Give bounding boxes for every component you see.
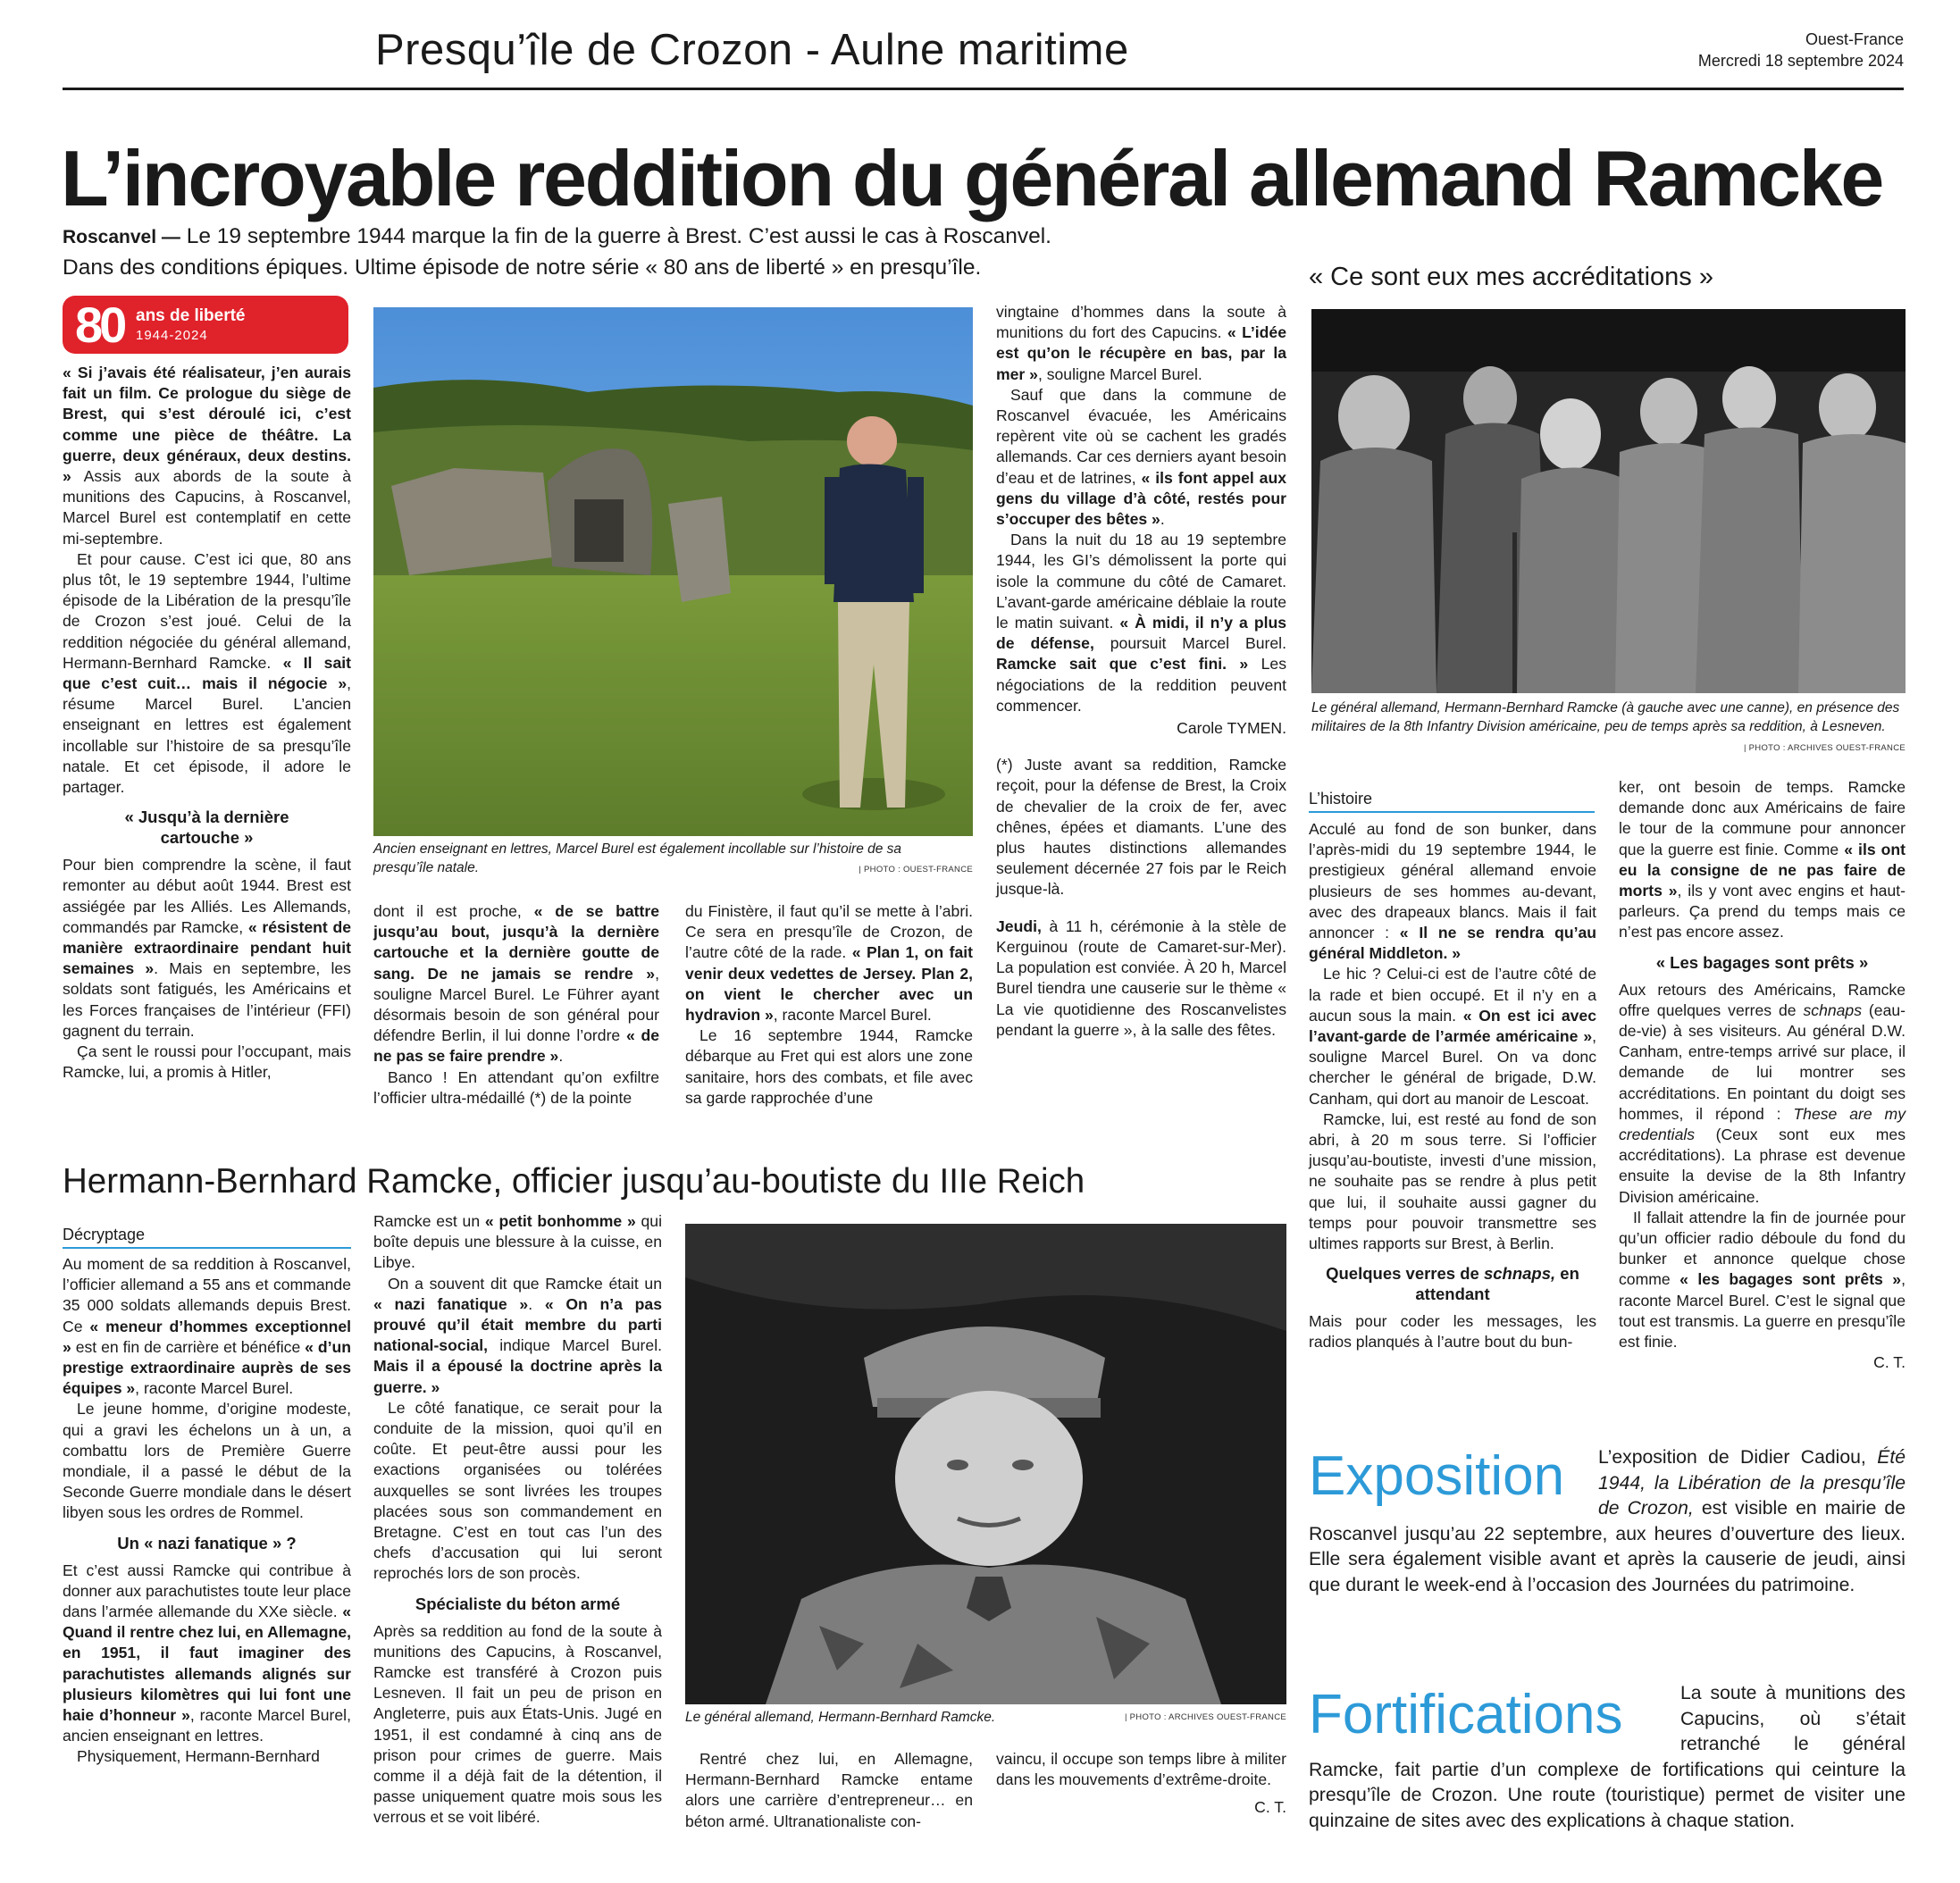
bottom-column-4: [996, 1749, 1286, 1819]
paragraph: Pour bien comprendre la scène, il faut remonter au début août 1944. Brest est assiégée par les Alliés. Les Allemands, commandés par Ramcke, « résistent de manière extraordinaire pendant huit semaines ». Mais en septembre, les soldats sont fatigués, les Américains et les Forces françaises de l’intérieur (FFI) gagnent du terrain.: [63, 856, 351, 1040]
photo-marcel-burel: [373, 307, 973, 836]
fortifications-text: La soute à munitions des Capucins, où s’était retranché le général Ramcke, fait partie d’un complexe de fortifications qui ceinture la presqu’île de Crozon. Une route (touristique) permet de visiter une quinzaine de sites avec des explications à chaque station.: [1309, 1683, 1906, 1831]
paragraph: Physiquement, Hermann-Bernhard: [77, 1747, 320, 1766]
paragraph: dont il est proche, « de se battre jusqu’au bout, jusqu’à la dernière cartouche et la dernière goutte de sang. De ne jamais se rendre », souligne Marcel Burel. Le Führer ayant désormais besoin de son général pour défendre Berlin, il lui donne l’ordre « de ne pas se faire prendre ».: [373, 902, 660, 1066]
paragraph: On a souvent dit que Ramcke était un « nazi fanatique ». « On n’a pas prouvé qu’il était membre du parti national-social, indique Marcel Burel. Mais il a épousé la doctrine après la guerre. »: [373, 1274, 662, 1396]
portrait-caption: Le général allemand, Hermann-Bernhard Ramcke.: [685, 1710, 996, 1725]
headline: L’incroyable reddition du général allemand Ramcke: [61, 134, 1883, 222]
subheading: Spécialiste du béton armé: [415, 1594, 621, 1613]
paragraph: Sauf que dans la commune de Roscanvel évacuée, les Américains repèrent vite où se cachent les gradés allemands. Car ces derniers ayant besoin d’eau et de latrines, « ils font appel aux gens du village d’à côté, restés pour s’occuper des bêtes ».: [996, 385, 1286, 529]
right-photo-caption: Le général allemand, Hermann-Bernhard Ramcke (à gauche avec une canne), en présence des militaires de la 8th Infantry Division américaine, peu de temps après sa reddition, à Lesneven.: [1311, 700, 1900, 734]
lead-line-1: Le 19 septembre 1944 marque la fin de la guerre à Brest. C’est aussi le cas à Roscanvel.: [180, 224, 1051, 248]
photo-surrender-group: [1311, 309, 1906, 693]
paragraph: Ramcke, lui, est resté au fond de son abri, à 20 m sous terre. Si l’officier jusqu’au-boutiste, investi d’une mission, ne souhaite pas se rendre à plus petit que lui, il souhaite aussi gagner du temps pour pouvoir transmettre ses ultimes rapports sur Brest, à Berlin.: [1309, 1109, 1596, 1253]
exposition-title: Exposition: [1309, 1445, 1565, 1507]
paragraph: ker, ont besoin de temps. Ramcke demande donc aux Américains de faire le tour de la commune pour annoncer que la guerre est finie. Comme « ils ont eu la consigne de ne pas faire de morts », ils y vont avec engins et haut-parleurs. Ça prend du temps mais ce n’est pas encore assez.: [1619, 778, 1906, 942]
paragraph: Le côté fanatique, ce serait pour la conduite de la mission, quoi qu’il en coûte. Et peut-être aussi pour les exactions organisées ou tolérées auxquelles se sont livrées les troupes placées sous son commandement en Bretagne. C’est en tout cas l’un des chefs d’accusation qui lui seront reprochés lors de son procès.: [373, 1398, 662, 1583]
paragraph: Il fallait attendre la fin de journée pour qu’un officier radio déboule du fond du bunker et annonce quelque chose comme « les bagages sont prêts », raconte Marcel Burel. C’est le signal que tout est transmis. La guerre en presqu’île est finie.: [1619, 1208, 1906, 1352]
right-photo-credit: | PHOTO : ARCHIVES OUEST-FRANCE: [1743, 743, 1906, 753]
paragraph: Ça sent le roussi pour l’occupant, mais Ramcke, lui, a promis à Hitler,: [63, 1042, 351, 1082]
label-lhistoire: L’histoire: [1309, 788, 1595, 813]
footnote: (*) Juste avant sa reddition, Ramcke reçoit, pour la défense de Brest, la Croix de chevalier de la croix de fer, avec chênes, épées et diamants. L’une des plus hautes distinctions allemandes seulement décernée 27 fois par le Reich jusque-là.: [996, 756, 1286, 899]
series-badge: [63, 296, 348, 354]
bottom-article-heading: Hermann-Bernhard Ramcke, officier jusqu’au-boutiste du IIIe Reich: [63, 1162, 1085, 1201]
photo1-caption: Ancien enseignant en lettres, Marcel Burel est également incollable sur l’histoire de sa presqu’île natale.: [373, 841, 902, 875]
subheading: Quelques verres de schnaps, en attendant: [1326, 1264, 1579, 1304]
event-paragraph: Jeudi, à 11 h, cérémonie à la stèle de Kerguinou (route de Camaret-sur-Mer). La population est conviée. À 20 h, Marcel Burel tiendra une causerie sur le thème « La vie quotidienne des Roscanvelistes pendant la guerre », à la salle des fêtes.: [996, 916, 1286, 1039]
author-signature: Carole TYMEN.: [1177, 719, 1286, 738]
paragraph: Acculé au fond de son bunker, dans l’après-midi du 19 septembre 1944, le prestigieux général allemand envoie plusieurs de ses hommes au-devant, avec des drapeaux blancs. Mais il fait annoncer : « Il ne se rendra qu’au général Middleton. »: [1309, 820, 1596, 963]
paragraph: vaincu, il occupe son temps libre à militer dans les mouvements d’extrême-droite.: [996, 1750, 1286, 1789]
paragraph: Au moment de sa reddition à Roscanvel, l’officier allemand a 55 ans et commande 35 000 soldats allemands depuis Brest. Ce « meneur d’hommes exceptionnel » est en fin de carrière et bénéfice « d’un prestige extraordinaire auprès de ses équipes », raconte Marcel Burel.: [63, 1255, 351, 1398]
photo-ramcke-portrait-image: [685, 1224, 1286, 1704]
paragraph: Dans la nuit du 18 au 19 septembre 1944, les GI’s démolissent la porte qui isole la commune du côté de Camaret. L’avant-garde américaine déblaie la route le matin suivant. « À midi, il n’y a plus de défense, poursuit Marcel Burel. Ramcke sait que c’est fini. » Les négociations de la reddition peuvent commencer.: [996, 531, 1287, 715]
badge-number: 80: [75, 297, 124, 353]
paragraph: Aux retours des Américains, Ramcke offre quelques verres de schnaps (eau-de-vie) à ses visiteurs. Au général D.W. Canham, entre-temps arrivé sur place, il demande de lui montrer ses accréditations. En pointant du doigt ses hommes, il répond : These are my credentials (Ceux sont eux mes accréditations). La phrase est devenue ensuite la devise de la 8th Infantry Division américaine.: [1619, 980, 1906, 1206]
publication-name: Ouest-France: [1805, 30, 1904, 48]
label-decryptage: Décryptage: [63, 1224, 351, 1249]
photo1-credit: | PHOTO : OUEST-FRANCE: [859, 865, 973, 875]
photo-marcel-burel-image: [373, 307, 973, 836]
lead: [63, 222, 1313, 283]
main-column-3: [685, 901, 973, 1109]
paragraph: Le jeune homme, d’origine modeste, qui a gravi les échelons un à un, a combattu lors de Première Guerre mondiale, il a passé le début de la Seconde Guerre mondiale dans le désert libyen sous les ordres de Rommel.: [63, 1400, 351, 1522]
portrait-credit: | PHOTO : ARCHIVES OUEST-FRANCE: [1124, 1712, 1286, 1722]
paragraph: Et c’est aussi Ramcke qui contribue à donner aux parachutistes toute leur place dans l’armée allemande du XXe siècle. « Quand il rentre chez lui, en Allemagne, en 1951, il faut imaginer des parachutistes allemands alignés sur plusieurs kilomètres qui lui font une haie d’honneur », raconte Marcel Burel, ancien enseignant en lettres.: [63, 1561, 351, 1745]
photo-ramcke-portrait: [685, 1224, 1286, 1704]
right-column-a: [1309, 819, 1596, 1353]
paragraph: Le hic ? Celui-ci est de l’autre côté de la rade et bien occupé. Et il n’y en a aucun sous la main. « On est ici avec l’avant-garde de l’armée américaine », souligne Marcel Burel. On va donc chercher le général de brigade, D.W. Canham, qui dort au manoir de Lescoat.: [1309, 965, 1596, 1108]
signature: C. T.: [1873, 1353, 1906, 1372]
bottom-column-2: [373, 1211, 662, 1829]
right-article-heading: « Ce sont eux mes accréditations »: [1309, 263, 1713, 291]
badge-line-1: ans de liberté: [136, 306, 246, 325]
bottom-column-3: [685, 1749, 973, 1832]
exposition-text: L’exposition de Didier Cadiou, Été 1944, la Libération de la presqu’île de Crozon, est visible en mairie de Roscanvel jusqu’au 22 septembre, aux heures d’ouverture des lieux. Elle sera également visible avant et après la causerie de jeudi, ainsi que durant le week-end à l’occasion des Journées du patrimoine.: [1309, 1447, 1906, 1595]
subheading: « Les bagages sont prêts »: [1655, 952, 1869, 972]
bottom-column-1: [63, 1254, 351, 1768]
main-column-2: [373, 901, 659, 1109]
paragraph: Après sa reddition au fond de la soute à munitions des Capucins, à Roscanvel, Ramcke est transféré à Crozon puis Lesneven. Il fait un peu de prison en Angleterre, puis aux États-Unis. Jugé en 1951, il est condamné à cinq ans de prison pour crimes de guerre. Mais comme il a déjà fait de la détention, il passe uniquement quatre mois sous les verrous et se voit libéré.: [373, 1621, 662, 1827]
paragraph: « Si j’avais été réalisateur, j’en aurais fait un film. Ce prologue du siège de Brest, qui s’est déroulé ici, c’est comme une pièce de théâtre. La guerre, deux généraux, deux destins. » Assis aux abords de la soute à munitions des Capucins, à Roscanvel, Marcel Burel est contemplatif en cette mi-septembre.: [63, 364, 351, 548]
subheading: « Jusqu’à la dernière cartouche »: [124, 808, 289, 848]
header-rule: [63, 88, 1904, 90]
fortifications-title: Fortifications: [1309, 1684, 1623, 1745]
paragraph: Banco ! En attendant qu’on exfiltre l’officier ultra-médaillé (*) de la pointe: [373, 1067, 659, 1107]
section-header: Presqu’île de Crozon - Aulne maritime: [375, 26, 1129, 74]
paragraph: du Finistère, il faut qu’il se mette à l’abri. Ce sera en presqu’île de Crozon, de l’autre côté de la rade. « Plan 1, on fait venir deux vedettes de Jersey. Plan 2, on vient le chercher avec un hydravion », raconte Marcel Burel.: [685, 902, 973, 1025]
publication-date: Mercredi 18 septembre 2024: [1697, 52, 1904, 70]
paragraph: Le 16 septembre 1944, Ramcke débarque au Fret qui est alors une zone sanitaire, hors des combats, et file avec sa garde rapprochée d’une: [685, 1026, 973, 1107]
photo-surrender-group-image: [1311, 309, 1906, 693]
signature: C. T.: [1254, 1798, 1286, 1817]
paragraph: Mais pour coder les messages, les radios planqués à l’autre bout du bun-: [1309, 1312, 1596, 1352]
dateline: Roscanvel —: [63, 227, 180, 247]
right-column-b: [1619, 777, 1906, 1373]
lead-line-2: Dans des conditions épiques. Ultime épisode de notre série « 80 ans de liberté » en presqu’île.: [63, 255, 982, 280]
paragraph: vingtaine d’hommes dans la soute à munitions du fort des Capucins. « L’idée est qu’on le récupère en bas, par la mer », souligne Marcel Burel.: [996, 303, 1286, 383]
subheading: Un « nazi fanatique » ?: [117, 1533, 297, 1552]
main-column-4: [996, 302, 1286, 1041]
main-column-1: [63, 363, 351, 1084]
badge-line-2: 1944-2024: [136, 328, 208, 343]
paragraph: Rentré chez lui, en Allemagne, Hermann-Bernhard Ramcke entame alors une carrière d’entrepreneur… en béton armé. Ultranationaliste con-: [685, 1750, 973, 1830]
paragraph: Et pour cause. C’est ici que, 80 ans plus tôt, le 19 septembre 1944, l’ultime épisode de la Libération de la presqu’île de Crozon s’est joué. Celui de la reddition négociée du général allemand, Hermann-Bernhard Ramcke. « Il sait que c’est cuit… mais il négocie », résume Marcel Burel. L’ancien enseignant en lettres est également incollable sur l’histoire de sa presqu’île natale. Et cet épisode, il adore le partager.: [63, 549, 351, 797]
paragraph: Ramcke est un « petit bonhomme » qui boîte depuis une blessure à la cuisse, en Libye.: [373, 1212, 662, 1272]
